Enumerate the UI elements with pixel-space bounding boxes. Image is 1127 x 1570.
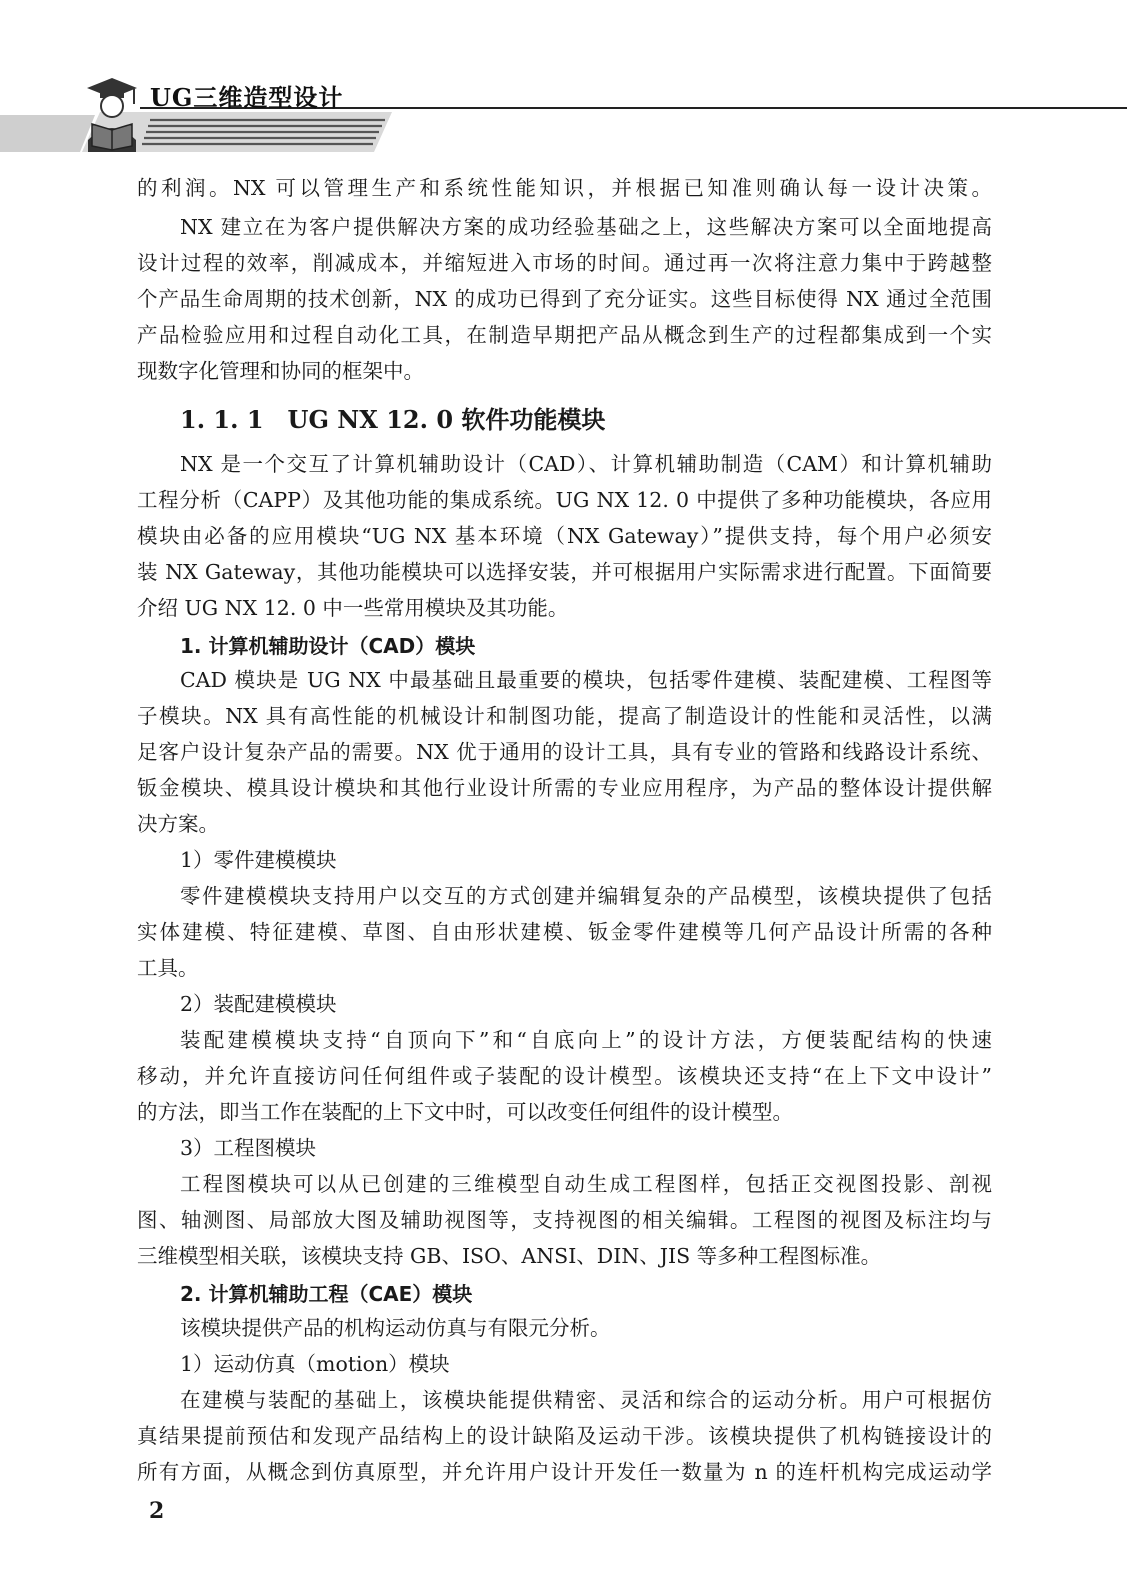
text-line: 三维模型相关联，该模块支持 GB、ISO、ANSI、DIN、JIS 等多种工程图标准。: [137, 1244, 882, 1268]
subsection-heading: 2. 计算机辅助工程（CAE）模块: [180, 1282, 473, 1306]
text-line: 工程分析（CAPP）及其他功能的集成系统。UG NX 12. 0 中提供了多种功能模块，各应用: [137, 488, 992, 512]
text-line: 介绍 UG NX 12. 0 中一些常用模块及其功能。: [137, 596, 569, 620]
text-line: 零件建模模块支持用户以交互的方式创建并编辑复杂的产品模型，该模块提供了包括: [180, 884, 992, 908]
text-line: 所有方面，从概念到仿真原型，并允许用户设计开发任一数量为 n 的连杆机构完成运动学: [137, 1460, 992, 1484]
page-number: 2: [149, 1498, 165, 1524]
text-line: 工程图模块可以从已创建的三维模型自动生成工程图样，包括正交视图投影、剖视: [180, 1172, 992, 1196]
list-item-heading: 1）运动仿真（motion）模块: [180, 1352, 450, 1376]
book-title: UG三维造型设计: [150, 83, 344, 112]
text-line: 真结果提前预估和发现产品结构上的设计缺陷及运动干涉。该模块提供了机构链接设计的: [137, 1424, 992, 1448]
section-title: 1. 1. 1 UG NX 12. 0 软件功能模块: [180, 405, 606, 434]
text-line: 装配建模模块支持“自顶向下”和“自底向上”的设计方法，方便装配结构的快速: [180, 1028, 992, 1052]
text-line: 决方案。: [137, 812, 219, 836]
text-line: 设计过程的效率，削减成本，并缩短进入市场的时间。通过再一次将注意力集中于跨越整: [137, 251, 992, 275]
subsection-heading: 1. 计算机辅助设计（CAD）模块: [180, 634, 476, 658]
text-line: NX 建立在为客户提供解决方案的成功经验基础之上，这些解决方案可以全面地提高: [180, 215, 992, 239]
text-line: NX 是一个交互了计算机辅助设计（CAD）、计算机辅助制造（CAM）和计算机辅助: [180, 452, 992, 476]
text-line: CAD 模块是 UG NX 中最基础且最重要的模块，包括零件建模、装配建模、工程图等: [180, 668, 992, 692]
text-line: 钣金模块、模具设计模块和其他行业设计所需的专业应用程序，为产品的整体设计提供解: [137, 776, 992, 800]
text-line: 个产品生命周期的技术创新，NX 的成功已得到了充分证实。这些目标使得 NX 通过全范围: [137, 287, 992, 311]
text-line: 现数字化管理和协同的框架中。: [137, 359, 424, 383]
list-item-heading: 1）零件建模模块: [180, 848, 337, 872]
text-line: 足客户设计复杂产品的需要。NX 优于通用的设计工具，具有专业的管路和线路设计系统、: [137, 740, 992, 764]
text-line: 图、轴测图、局部放大图及辅助视图等，支持视图的相关编辑。工程图的视图及标注均与: [137, 1208, 992, 1232]
text-line: 的利润。NX 可以管理生产和系统性能知识，并根据已知准则确认每一设计决策。: [137, 176, 992, 200]
text-line: 子模块。NX 具有高性能的机械设计和制图功能，提高了制造设计的性能和灵活性，以满: [137, 704, 992, 728]
list-item-heading: 2）装配建模模块: [180, 992, 337, 1016]
text-line: 工具。: [137, 956, 199, 980]
page-header: [0, 0, 1127, 160]
text-line: 的方法，即当工作在装配的上下文中时，可以改变任何组件的设计模型。: [137, 1100, 793, 1124]
text-line: 产品检验应用和过程自动化工具，在制造早期把产品从概念到生产的过程都集成到一个实: [137, 323, 992, 347]
text-line: 模块由必备的应用模块“UG NX 基本环境（NX Gateway）”提供支持，每个用户必须安: [137, 524, 992, 548]
list-item-heading: 3）工程图模块: [180, 1136, 317, 1160]
text-line: 装 NX Gateway，其他功能模块可以选择安装，并可根据用户实际需求进行配置。下面简要: [137, 560, 992, 584]
text-line: 在建模与装配的基础上，该模块能提供精密、灵活和综合的运动分析。用户可根据仿: [180, 1388, 992, 1412]
text-line: 实体建模、特征建模、草图、自由形状建模、钣金零件建模等几何产品设计所需的各种: [137, 920, 992, 944]
text-line: 移动，并允许直接访问任何组件或子装配的设计模型。该模块还支持“在上下文中设计”: [137, 1064, 992, 1088]
text-line: 该模块提供产品的机构运动仿真与有限元分析。: [180, 1316, 611, 1340]
